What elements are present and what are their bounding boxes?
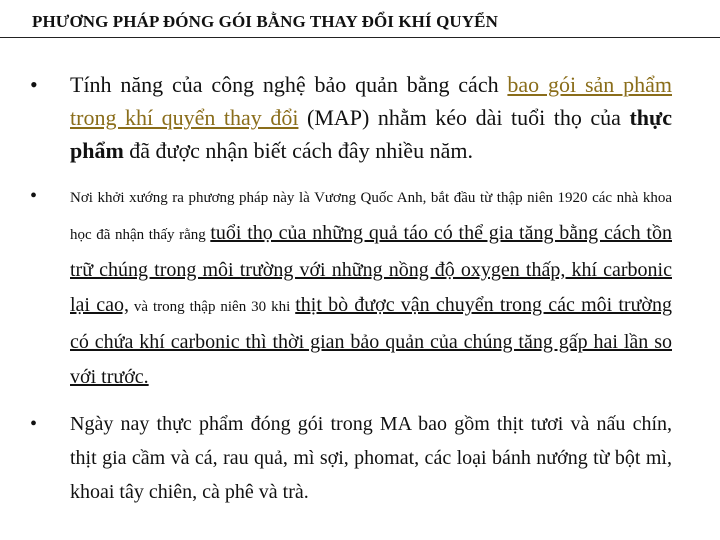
bullet-item-today	[30, 407, 672, 509]
bullet-text: (MAP) nhằm kéo dài tuổi thọ của	[298, 105, 630, 130]
map-link[interactable]: bao gói sản phẩm trong khí quyển thay đổi	[70, 72, 672, 130]
bullet-text: Nơi khởi xướng ra phương pháp này là Vương Quốc Anh, bắt đầu từ thập niên 1920 các nhà khoa học đã nhận thấy rằng	[70, 190, 672, 243]
title-divider	[0, 37, 720, 38]
underlined-text: tuổi thọ của những quả táo có thể gia tăng bằng cách tồn trữ chúng trong môi trường với những nồng độ oxygen thấp, khí carbonic lại cao,	[70, 222, 672, 316]
bold-term: thực phẩm	[70, 105, 672, 163]
bullet-text: và trong thập niên 30 khi	[128, 299, 296, 315]
bullet-text: Tính năng của công nghệ bảo quản bằng cách	[70, 72, 508, 97]
bullet-icon: •	[30, 413, 38, 435]
bullet-item-map-intro	[30, 68, 672, 167]
bullet-list	[30, 68, 672, 509]
bullet-icon: •	[30, 185, 38, 207]
bullet-text: Ngày nay thực phẩm đóng gói trong MA bao gồm thịt tươi và nấu chín, thịt gia cầm và cá, rau quả, mì sợi, phomat, các loại bánh nướng từ bột mì, khoai tây chiên, cà phê và trà.	[70, 413, 672, 503]
bullet-icon: •	[30, 72, 38, 97]
slide-title: PHƯƠNG PHÁP ĐÓNG GÓI BẰNG THAY ĐỔI KHÍ QUYỂN	[32, 12, 498, 31]
bullet-text: đã được nhận biết cách đây nhiều năm.	[123, 138, 473, 163]
slide-content	[30, 68, 672, 509]
underlined-text: thịt bò được vận chuyển trong các môi trường có chứa khí carbonic thì thời gian bảo quản của chúng tăng gấp hai lần so với trước.	[70, 294, 673, 388]
bullet-item-history	[30, 179, 672, 395]
